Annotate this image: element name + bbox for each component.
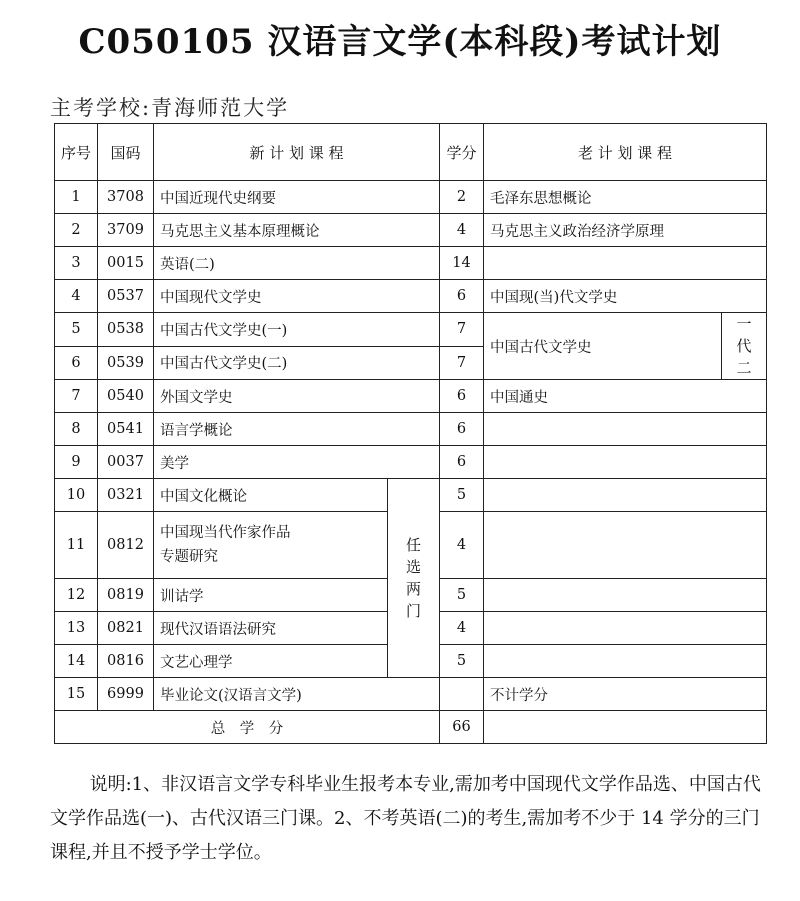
old-course xyxy=(484,446,767,479)
row-code: 0541 xyxy=(98,413,154,446)
row-course: 中国古代文学史(一) xyxy=(154,313,440,347)
row-no: 3 xyxy=(55,247,98,280)
row-no: 8 xyxy=(55,413,98,446)
row-course: 英语(二) xyxy=(154,247,440,280)
row-code: 0015 xyxy=(98,247,154,280)
row-credits: 7 xyxy=(440,346,484,380)
row-no: 2 xyxy=(55,214,98,247)
header-code: 国码 xyxy=(98,124,154,181)
table-row xyxy=(55,181,767,214)
row-course: 中国现当代作家作品 专题研究 xyxy=(154,512,388,579)
row-no: 1 xyxy=(55,181,98,214)
row-course: 训诂学 xyxy=(154,579,388,612)
row-credits: 6 xyxy=(440,380,484,413)
row-code: 0539 xyxy=(98,346,154,380)
old-course xyxy=(484,579,767,612)
row-credits: 5 xyxy=(440,579,484,612)
host-school: 主考学校:青海师范大学 xyxy=(50,96,290,120)
row-course: 马克思主义基本原理概论 xyxy=(154,214,440,247)
old-course xyxy=(484,645,767,678)
row-no: 11 xyxy=(55,512,98,579)
row-credits: 4 xyxy=(440,512,484,579)
row-course: 中国文化概论 xyxy=(154,479,388,512)
elective-label: 任 选 两 门 xyxy=(388,479,440,678)
row-credits: 6 xyxy=(440,446,484,479)
row-credits: 6 xyxy=(440,413,484,446)
table-row xyxy=(55,413,767,446)
header-credits: 学分 xyxy=(440,124,484,181)
row-code: 3708 xyxy=(98,181,154,214)
table-row xyxy=(55,280,767,313)
table-row xyxy=(55,678,767,711)
header-no: 序号 xyxy=(55,124,98,181)
row-no: 7 xyxy=(55,380,98,413)
old-course xyxy=(484,512,767,579)
table-row xyxy=(55,214,767,247)
row-code: 0321 xyxy=(98,479,154,512)
row-no: 4 xyxy=(55,280,98,313)
row-course: 毕业论文(汉语言文学) xyxy=(154,678,440,711)
row-code: 0812 xyxy=(98,512,154,579)
row-course: 现代汉语语法研究 xyxy=(154,612,388,645)
row-credits: 4 xyxy=(440,612,484,645)
row-code: 0538 xyxy=(98,313,154,347)
table-row xyxy=(55,247,767,280)
old-course: 中国古代文学史 xyxy=(484,313,722,380)
row-course: 外国文学史 xyxy=(154,380,440,413)
row-credits xyxy=(440,678,484,711)
old-course: 中国通史 xyxy=(484,380,767,413)
header-old-plan: 老 计 划 课 程 xyxy=(484,124,767,181)
row-code: 3709 xyxy=(98,214,154,247)
total-credits: 66 xyxy=(440,711,484,744)
row-credits: 6 xyxy=(440,280,484,313)
row-no: 12 xyxy=(55,579,98,612)
table-header-row xyxy=(55,124,767,181)
row-course: 中国近现代史纲要 xyxy=(154,181,440,214)
row-course: 语言学概论 xyxy=(154,413,440,446)
old-course xyxy=(484,612,767,645)
row-no: 9 xyxy=(55,446,98,479)
table-row xyxy=(55,313,767,347)
exam-plan-table xyxy=(54,123,767,744)
row-no: 6 xyxy=(55,346,98,380)
row-code: 0537 xyxy=(98,280,154,313)
old-course xyxy=(484,479,767,512)
row-credits: 5 xyxy=(440,479,484,512)
row-course: 美学 xyxy=(154,446,440,479)
row-credits: 5 xyxy=(440,645,484,678)
total-old-course xyxy=(484,711,767,744)
page-title: C050105 汉语言文学(本科段)考试计划 xyxy=(78,22,722,62)
row-no: 14 xyxy=(55,645,98,678)
row-code: 0037 xyxy=(98,446,154,479)
row-credits: 14 xyxy=(440,247,484,280)
total-row xyxy=(55,711,767,744)
row-code: 0540 xyxy=(98,380,154,413)
old-course: 马克思主义政治经济学原理 xyxy=(484,214,767,247)
row-code: 0816 xyxy=(98,645,154,678)
old-course: 中国现(当)代文学史 xyxy=(484,280,767,313)
table-row xyxy=(55,446,767,479)
header-new-plan: 新 计 划 课 程 xyxy=(154,124,440,181)
old-course-note: 一 代 二 xyxy=(722,313,767,380)
row-code: 6999 xyxy=(98,678,154,711)
row-course: 中国现代文学史 xyxy=(154,280,440,313)
row-no: 15 xyxy=(55,678,98,711)
row-credits: 7 xyxy=(440,313,484,347)
row-code: 0819 xyxy=(98,579,154,612)
row-no: 10 xyxy=(55,479,98,512)
row-credits: 2 xyxy=(440,181,484,214)
row-no: 5 xyxy=(55,313,98,347)
old-course xyxy=(484,413,767,446)
table-row xyxy=(55,380,767,413)
explanation-note: 说明:1、非汉语言文学专科毕业生报考本专业,需加考中国现代文学作品选、中国古代文学作品选(一)、古代汉语三门课。2、不考英语(二)的考生,需加考不少于 14 学分的三门课程,并且不授予学士学位。 xyxy=(50,774,761,863)
old-course: 不计学分 xyxy=(484,678,767,711)
old-course xyxy=(484,247,767,280)
row-course: 文艺心理学 xyxy=(154,645,388,678)
row-no: 13 xyxy=(55,612,98,645)
row-code: 0821 xyxy=(98,612,154,645)
total-label: 总 学 分 xyxy=(55,711,440,744)
old-course: 毛泽东思想概论 xyxy=(484,181,767,214)
table-row xyxy=(55,479,767,512)
row-credits: 4 xyxy=(440,214,484,247)
row-course: 中国古代文学史(二) xyxy=(154,346,440,380)
